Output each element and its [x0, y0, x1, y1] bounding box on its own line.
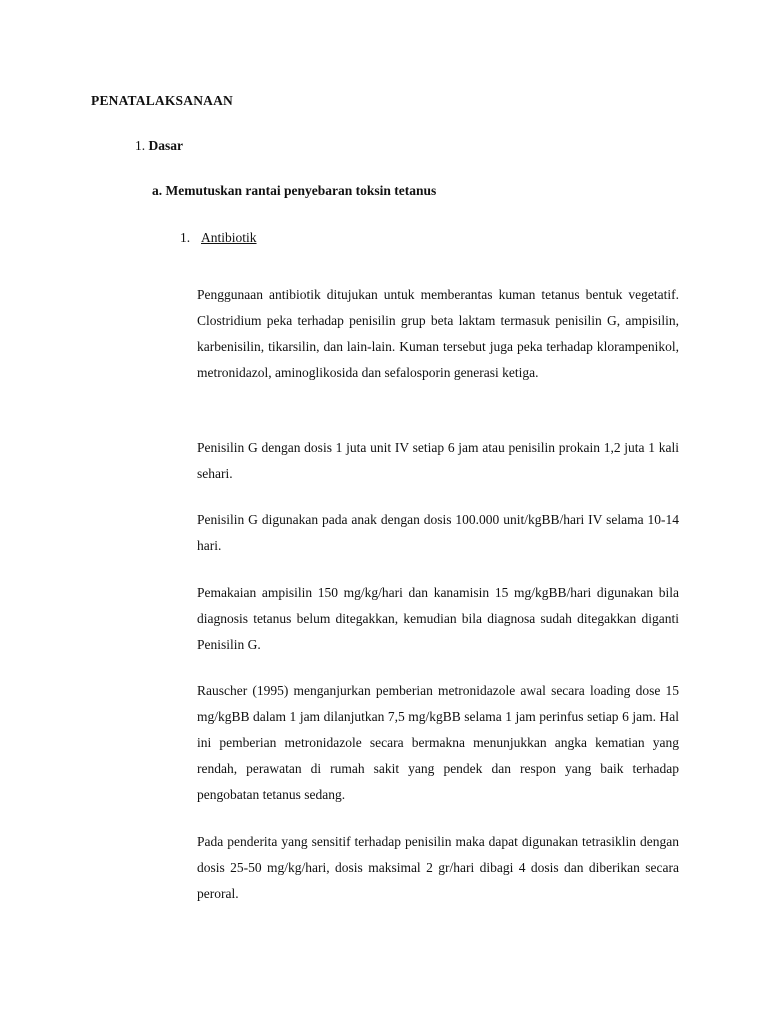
paragraph: Pada penderita yang sensitif terhadap penisilin maka dapat digunakan tetrasiklin dengan dosis 25-50 mg/kg/hari, dosis maksimal 2 gr/hari dibagi 4 dosis dan diberikan secara peroral.: [197, 833, 679, 901]
paragraph: Rauscher (1995) menganjurkan pemberian metronidazole awal secara loading dose 15 mg/kgBB dalam 1 jam dilanjutkan 7,5 mg/kgBB selama 1 jam perinfus setiap 6 jam. Hal ini pemberian metronidazole secara bermakna menunjukkan angka kematian yang rendah, perawatan di rumah sakit yang pendek dan respon yang baik terhadap pengobatan tetanus sedang.: [197, 682, 679, 802]
paragraph: Pemakaian ampisilin 150 mg/kg/hari dan kanamisin 15 mg/kgBB/hari digunakan bila diagnosis tetanus belum ditegakkan, kemudian bila diagnosa sudah ditegakkan diganti Penisilin G.: [197, 584, 679, 652]
subsection-heading: a. Memutuskan rantai penyebaran toksin tetanus: [152, 183, 437, 198]
paragraph: Penisilin G dengan dosis 1 juta unit IV setiap 6 jam atau penisilin prokain 1,2 juta 1 kali sehari.: [197, 439, 679, 481]
item-label: Antibiotik: [201, 230, 257, 245]
section-label: Dasar: [148, 138, 183, 153]
paragraph: Penisilin G digunakan pada anak dengan dosis 100.000 unit/kgBB/hari IV selama 10-14 hari.: [197, 511, 679, 553]
section-number: 1.: [135, 138, 146, 153]
paragraph: Penggunaan antibiotik ditujukan untuk memberantas kuman tetanus bentuk vegetatif. Clostridium peka terhadap penisilin grup beta laktam termasuk penisilin G, ampisilin, karbenisilin, tikarsilin, dan lain-lain. Kuman tersebut juga peka terhadap klorampenikol, metronidazol, aminoglikosida dan sefalosporin generasi ketiga.: [197, 286, 679, 380]
document-title: PENATALAKSANAAN: [91, 93, 234, 108]
item-number: 1.: [180, 230, 191, 245]
section-heading: [135, 138, 183, 154]
item-heading: [180, 230, 257, 246]
